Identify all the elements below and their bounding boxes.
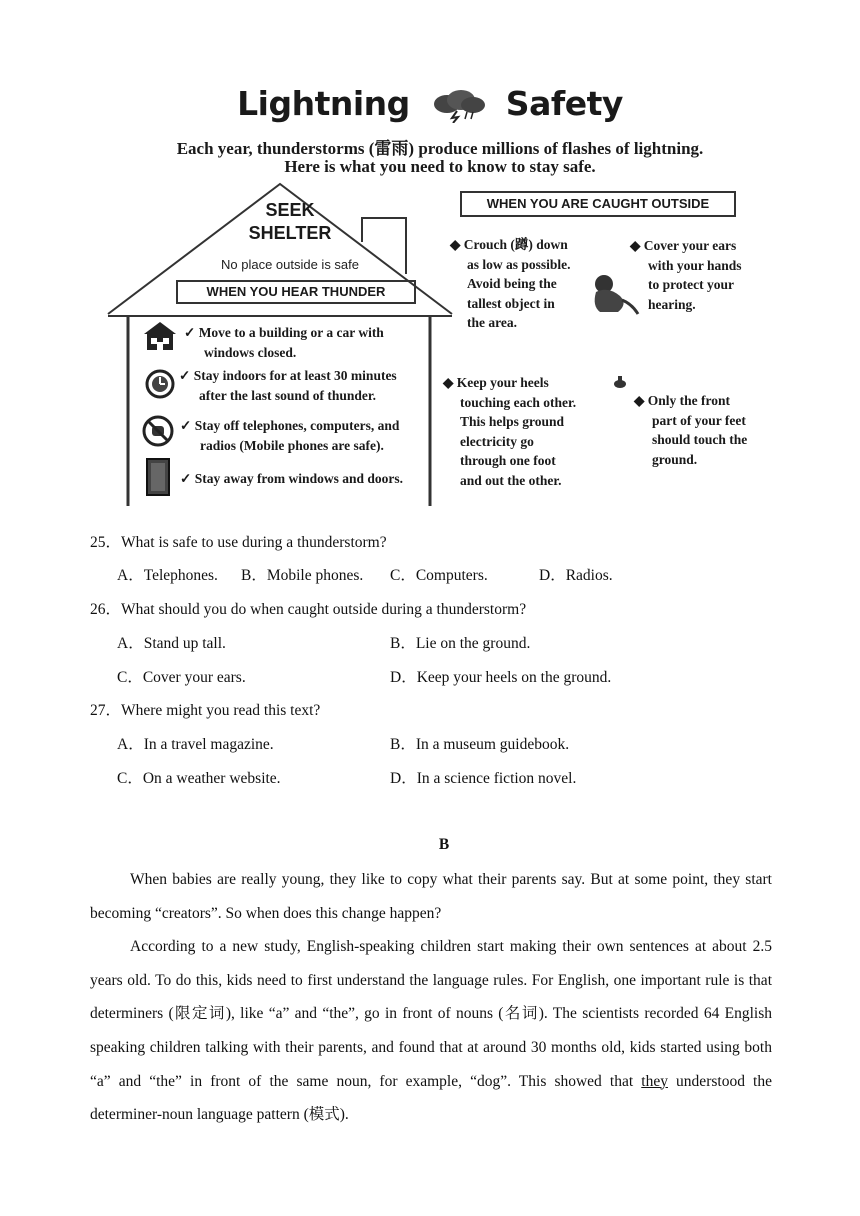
outside-tip-crouch: ◆ Crouch (蹲) down as low as possible. Avoid being the tallest object in the area. — [450, 237, 571, 330]
clock-icon — [144, 368, 176, 405]
q27-option-b[interactable]: B．In a museum guidebook. — [390, 736, 570, 753]
when-you-hear-thunder-label: WHEN YOU HEAR THUNDER — [176, 280, 416, 304]
q26-option-b[interactable]: B．Lie on the ground. — [390, 635, 531, 652]
poster-title — [0, 84, 860, 123]
seek-shelter-heading — [200, 199, 380, 245]
house-item-2: ✓ Stay indoors for at least 30 minutes after the last sound of thunder. — [179, 368, 397, 403]
outside-tip-ears: ◆ Cover your ears with your hands to protect your hearing. — [630, 238, 742, 312]
when-caught-outside-label: WHEN YOU ARE CAUGHT OUTSIDE — [460, 191, 736, 217]
q26-option-c[interactable]: C．Cover your ears. — [117, 669, 246, 686]
section-b-heading: B — [438, 836, 450, 853]
q27-option-a[interactable]: A．In a travel magazine. — [117, 736, 274, 753]
q25-option-b[interactable]: B．Mobile phones. — [241, 567, 364, 584]
house-item-4: ✓ Stay away from windows and doors. — [180, 471, 403, 486]
q26-option-a[interactable]: A．Stand up tall. — [117, 635, 226, 652]
section-b-passage — [90, 863, 772, 1132]
question-27: 27．Where might you read this text? — [90, 702, 321, 719]
q26-option-d[interactable]: D．Keep your heels on the ground. — [390, 669, 612, 686]
q25-option-c[interactable]: C．Computers. — [390, 567, 488, 584]
poster-title-left: Lightning — [237, 84, 410, 123]
outside-tip-feet: ◆ Only the front part of your feet should touch the ground. — [634, 393, 748, 467]
seek-shelter-line2: SHELTER — [248, 223, 332, 243]
house-item-3: ✓ Stay off telephones, computers, and radios (Mobile phones are safe). — [180, 418, 400, 453]
seek-shelter-line1: SEEK — [265, 200, 315, 220]
passage-paragraph-1: When babies are really young, they like to copy what their parents say. But at some point, they start becoming “creators”. So when does this change happen? — [90, 871, 772, 922]
question-26: 26．What should you do when caught outside during a thunderstorm? — [90, 601, 527, 618]
door-icon — [146, 458, 170, 501]
no-place-safe-note: No place outside is safe — [220, 257, 360, 272]
poster-subtitle-line1: Each year, thunderstorms (雷雨) produce millions of flashes of lightning. — [176, 139, 704, 158]
poster-title-right: Safety — [505, 84, 623, 123]
house-icon — [142, 320, 178, 357]
no-phone-icon — [141, 414, 175, 453]
q27-option-d[interactable]: D．In a science fiction novel. — [390, 770, 577, 787]
feet-icon — [612, 374, 628, 395]
question-25: 25．What is safe to use during a thunderstorm? — [90, 534, 387, 551]
storm-cloud-icon — [427, 89, 489, 123]
poster-subtitle-line2: Here is what you need to know to stay safe. — [284, 157, 596, 176]
q25-option-d[interactable]: D．Radios. — [539, 567, 613, 584]
house-item-1: ✓ Move to a building or a car with windows closed. — [184, 325, 384, 360]
underlined-word-they: they — [641, 1072, 668, 1090]
passage-paragraph-2: According to a new study, English-speaking children start making their own sentences at about 2.5 years old. To do this, kids need to first understand the language rules. For English, one important rule is that determiners (限定词), like “a” and “the”, go in front of nouns (名词). The scientists recorded 64 English speaking children talking with their parents, and found that at around 30 months old, kids started using both “a” and “the” in front of the same noun, for example, “dog”. This showed that they understood the determiner-noun language pattern (模式). — [90, 938, 772, 1124]
outside-tip-heels: ◆ Keep your heels touching each other. This helps ground electricity go through one foot and out the other. — [443, 375, 577, 488]
q25-option-a[interactable]: A．Telephones. — [117, 567, 218, 584]
q27-option-c[interactable]: C．On a weather website. — [117, 770, 281, 787]
